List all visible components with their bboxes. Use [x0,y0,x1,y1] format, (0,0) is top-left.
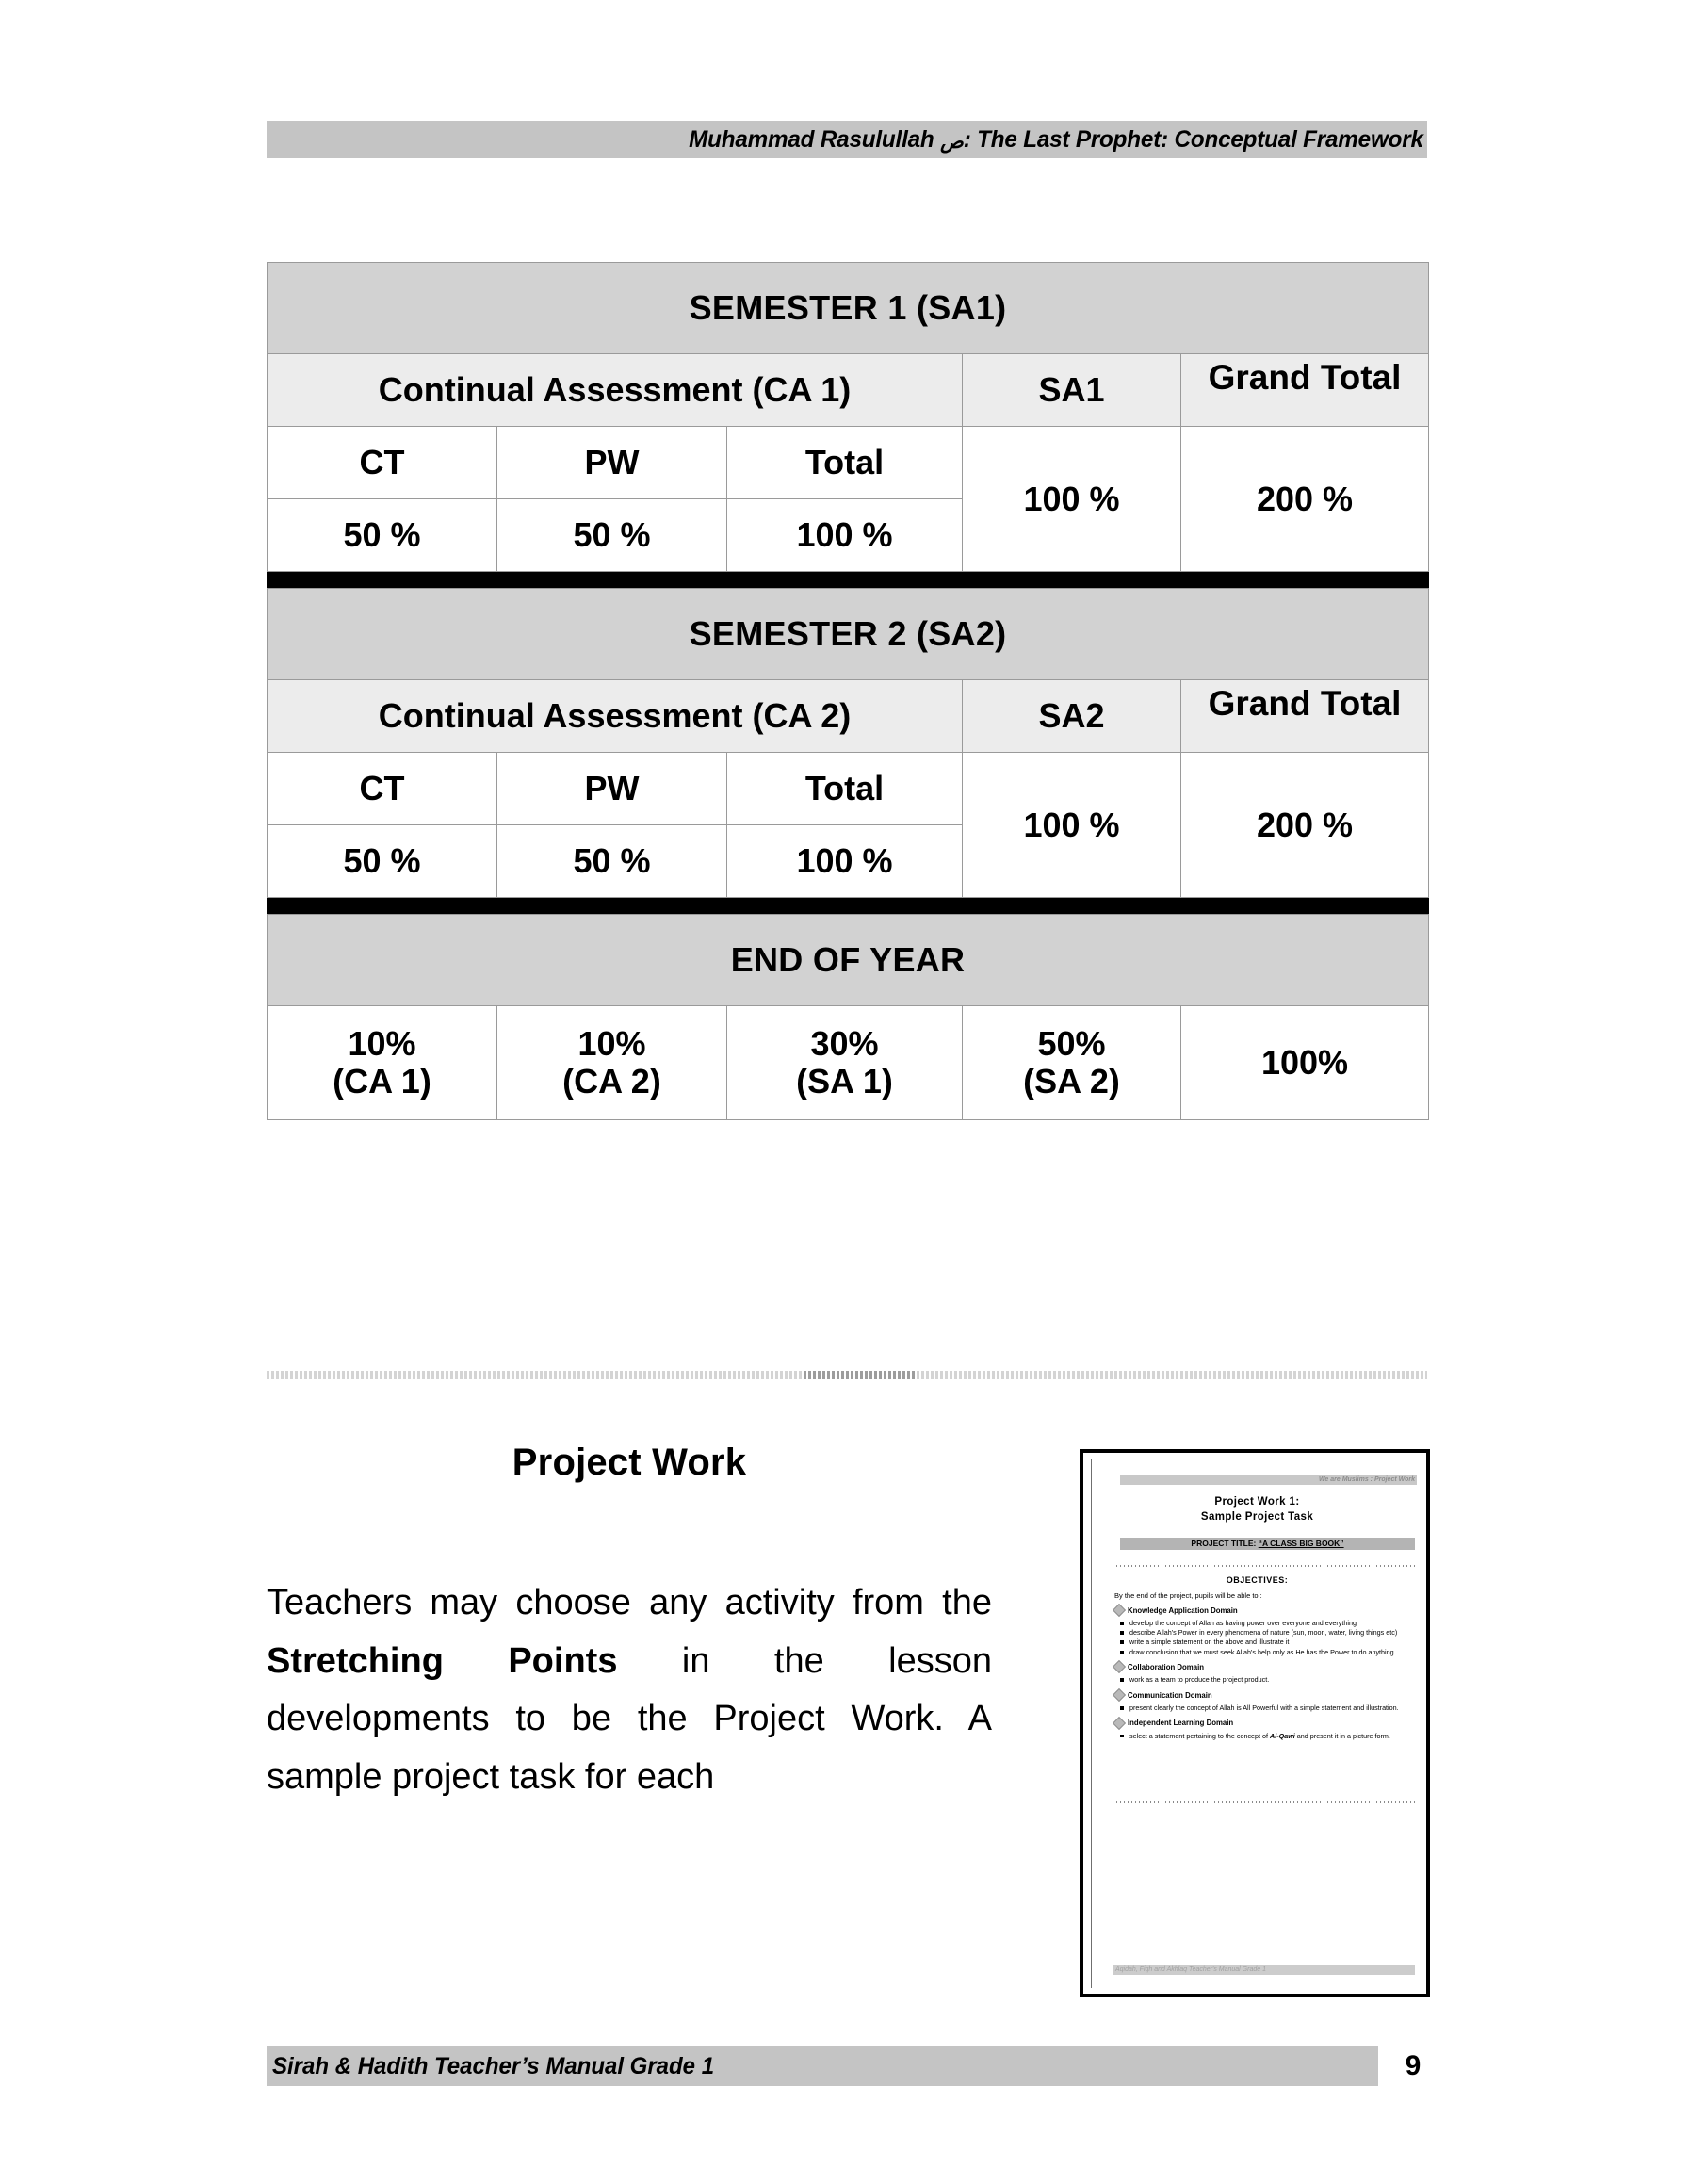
thumbnail-title [1092,1494,1422,1525]
running-header-title-before: Muhammad Rasulullah [689,125,941,153]
table-row-semester2-headings [268,753,1429,825]
semester1-sa-label: SA1 [963,354,1181,427]
diamond-bullet-icon [1113,1688,1126,1702]
running-header-text [689,126,1423,154]
thumbnail-dotted-rule-top [1113,1565,1415,1567]
semester1-total-value: 100 % [727,499,963,572]
semester2-pw-value: 50 % [497,825,727,898]
body-paragraph-part1: Teachers may choose any activity from the [267,1583,992,1622]
thumbnail-domain-list [1114,1605,1415,1747]
endofyear-ca1-src: (CA 1) [333,1062,431,1100]
thumbnail-project-title-value: “A CLASS BIG BOOK” [1258,1539,1344,1548]
body-text-column [267,1442,992,1806]
domain-heading [1114,1662,1415,1671]
endofyear-band-label: END OF YEAR [268,915,1429,1006]
thumbnail-project-title-label: PROJECT TITLE: [1191,1539,1259,1548]
semester1-sa-value: 100 % [963,427,1181,572]
page-title: Project Work [512,1442,747,1483]
body-paragraph-bold-term: Stretching Points [267,1640,618,1681]
dotted-rule-left-segment [267,1371,804,1379]
domain-objective-list [1114,1703,1415,1713]
body-paragraph [267,1574,992,1806]
thumbnail-domain-independent-learning [1114,1719,1415,1741]
table-row-semester2-band [268,589,1429,680]
dotted-rule-center-segment [804,1371,917,1379]
semester1-grand-label [1181,354,1429,427]
semester2-ct-value: 50 % [268,825,497,898]
semester2-sa-label: SA2 [963,680,1181,753]
thumbnail-page-inner [1091,1459,1422,1988]
list-item: work as a team to produce the project product. [1114,1675,1415,1685]
body-paragraph-part2: in the lesson developments to be the Project Work. A sample project task for each [267,1640,992,1797]
thumbnail-title-line1: Project Work 1: [1214,1496,1300,1508]
table-row-semester2-subhead [268,680,1429,753]
thumbnail-domain-collaboration [1114,1662,1415,1685]
domain-heading [1114,1719,1415,1728]
running-header-title-after: : The Last Prophet: Conceptual Framework [963,125,1423,153]
semester2-grand-value: 200 % [1181,753,1429,898]
assessment-weighting-table [267,262,1429,1120]
semester1-band-label: SEMESTER 1 (SA1) [268,263,1429,354]
semester1-pw-value: 50 % [497,499,727,572]
page-number: 9 [1405,2050,1422,2081]
diamond-bullet-icon [1113,1660,1126,1673]
endofyear-ca1-pct: 10% [348,1023,416,1063]
thumbnail-project-title-bar [1120,1538,1415,1550]
table-separator-bar-1 [268,572,1429,589]
decorative-dotted-rule [267,1371,1427,1379]
thumbnail-domain-communication [1114,1690,1415,1713]
thumbnail-running-header: We are Muslims : Project Work [1120,1475,1417,1485]
domain-heading-label: Knowledge Application Domain [1128,1605,1238,1615]
semester1-pw-heading: PW [497,427,727,499]
endofyear-sa1-pct: 30% [810,1023,879,1063]
semester1-ct-value: 50 % [268,499,497,572]
page-footer-title: Sirah & Hadith Teacher’s Manual Grade 1 [272,2052,715,2079]
endofyear-sa1-src: (SA 1) [796,1062,893,1100]
semester2-total-value: 100 % [727,825,963,898]
list-item: develop the concept of Allah as having power over everyone and everything [1114,1619,1415,1628]
diamond-bullet-icon [1113,1717,1126,1730]
thumbnail-title-line2: Sample Project Task [1200,1511,1314,1524]
endofyear-cell-ca2 [497,1006,727,1120]
table-row-endofyear-band [268,915,1429,1006]
domain-heading [1114,1690,1415,1700]
domain-heading-label: Communication Domain [1128,1690,1212,1700]
thumbnail-dotted-rule-bottom [1113,1801,1415,1803]
diamond-bullet-icon [1113,1604,1126,1617]
list-item: describe Allah's Power in every phenomena of nature (sun, moon, water, living things etc) [1114,1628,1415,1638]
list-item: write a simple statement on the above and illustrate it [1114,1638,1415,1647]
semester2-pw-heading: PW [497,753,727,825]
thumbnail-footer: Aqidah, Fiqh and Akhlaq Teacher's Manual Grade 1 [1113,1965,1415,1975]
list-item-post: and present it in a picture form. [1294,1731,1390,1740]
semester2-total-heading: Total [727,753,963,825]
semester2-band-label: SEMESTER 2 (SA2) [268,589,1429,680]
domain-objective-list [1114,1732,1415,1741]
table-row-semester1-subhead [268,354,1429,427]
semester1-grand-label-text: Grand Total [1208,358,1402,397]
semester1-ct-heading: CT [268,427,497,499]
endofyear-total-value: 100% [1181,1006,1429,1120]
semester2-ca-label: Continual Assessment (CA 2) [268,680,963,753]
domain-heading-label: Independent Learning Domain [1128,1719,1234,1728]
semester2-sa-value: 100 % [963,753,1181,898]
list-item: draw conclusion that we must seek Allah's help only as He has the Power to do anything. [1114,1648,1415,1657]
domain-objective-list [1114,1675,1415,1685]
page-footer-bar [267,2046,1378,2086]
list-item [1114,1732,1415,1741]
thumbnail-objectives-lead: By the end of the project, pupils will be able to : [1114,1591,1262,1600]
endofyear-sa2-pct: 50% [1037,1023,1106,1063]
project-work-sample-thumbnail [1080,1449,1430,1997]
endofyear-cell-sa1 [727,1006,963,1120]
semester2-grand-label-text: Grand Total [1208,684,1402,723]
thumbnail-objectives-heading: OBJECTIVES: [1226,1575,1289,1585]
semester1-total-heading: Total [727,427,963,499]
list-item: present clearly the concept of Allah is All Powerful with a simple statement and illustration. [1114,1703,1415,1713]
table-separator-bar-2 [268,898,1429,915]
list-item-italic-term: Al-Qawi [1270,1731,1295,1740]
table-row-endofyear-values [268,1006,1429,1120]
semester2-ct-heading: CT [268,753,497,825]
endofyear-ca2-pct: 10% [577,1023,646,1063]
table-row-semester1-band [268,263,1429,354]
semester1-ca-label: Continual Assessment (CA 1) [268,354,963,427]
endofyear-cell-ca1 [268,1006,497,1120]
dotted-rule-right-segment [917,1371,1427,1379]
domain-heading [1114,1605,1415,1615]
domain-objective-list [1114,1619,1415,1656]
endofyear-ca2-src: (CA 2) [562,1062,661,1100]
table-row-semester1-headings [268,427,1429,499]
semester1-grand-value: 200 % [1181,427,1429,572]
thumbnail-domain-knowledge-application [1114,1605,1415,1656]
running-header [267,121,1427,158]
endofyear-cell-sa2 [963,1006,1181,1120]
domain-heading-label: Collaboration Domain [1128,1662,1205,1671]
semester2-grand-label [1181,680,1429,753]
sallallahu-glyph: ص [940,130,964,153]
list-item-pre: select a statement pertaining to the concept of [1129,1731,1271,1740]
endofyear-sa2-src: (SA 2) [1023,1062,1120,1100]
